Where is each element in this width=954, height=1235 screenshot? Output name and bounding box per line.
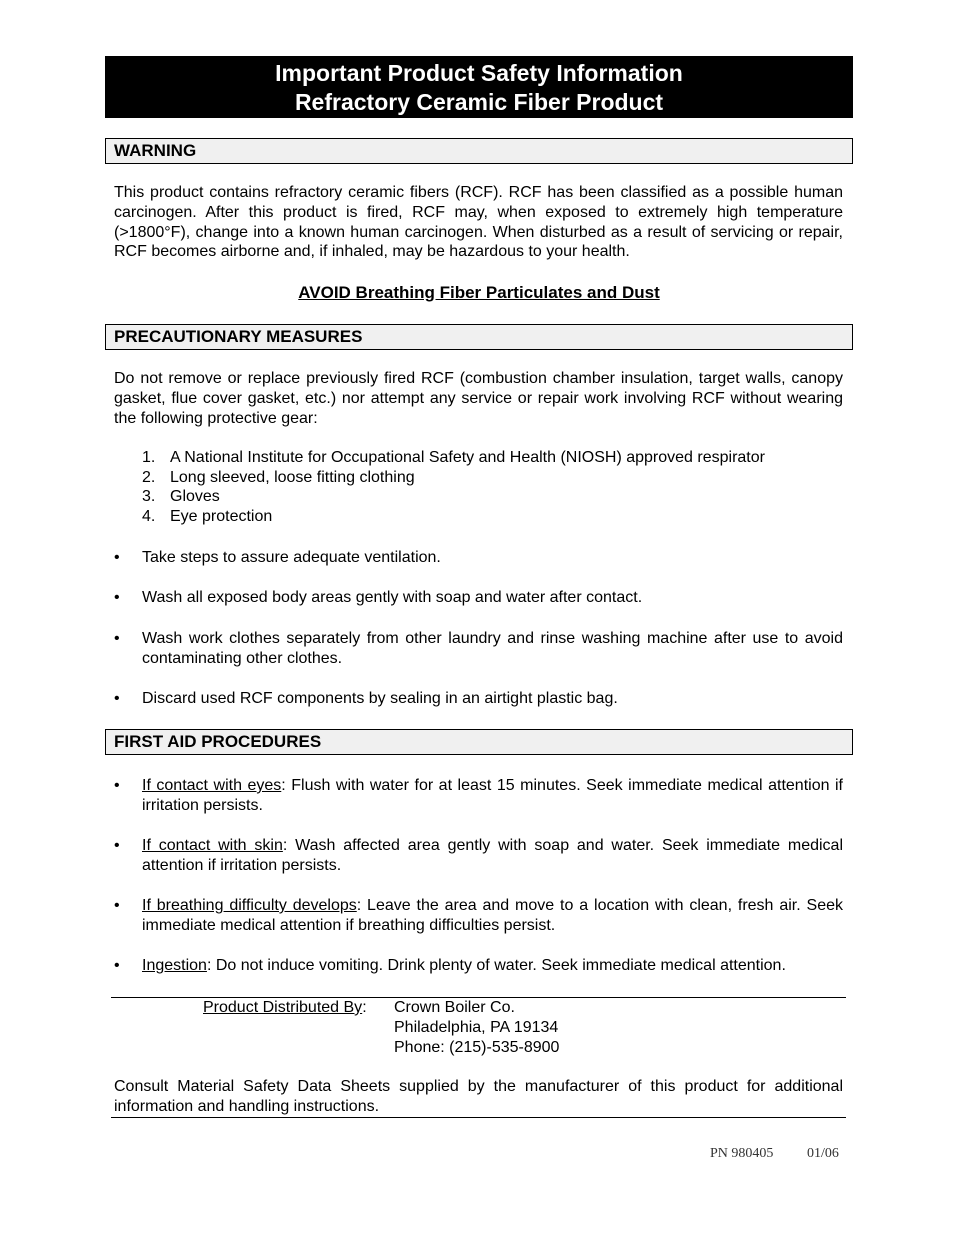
list-text: Long sleeved, loose fitting clothing xyxy=(170,469,415,486)
bullet-icon: • xyxy=(114,549,120,566)
first-aid-text xyxy=(142,896,843,936)
list-number: 2. xyxy=(142,469,156,486)
list-number: 1. xyxy=(142,449,156,466)
list-text: Eye protection xyxy=(170,508,273,525)
list-text: A National Institute for Occupational Safety and Health (NIOSH) approved respirator xyxy=(170,449,765,466)
precaution-bullet xyxy=(114,689,843,709)
first-aid-item xyxy=(114,956,843,976)
bullet-icon: • xyxy=(114,630,120,647)
first-aid-instructions: : Wash affected area gently with soap and water. Seek immediate medical attention if irritation persists. xyxy=(142,837,844,874)
first-aid-instructions: : Leave the area and move to a location with clean, fresh air. Seek immediate medical attention if breathing difficulties persist. xyxy=(142,897,843,934)
document-title-banner xyxy=(105,56,853,118)
divider-bottom xyxy=(111,1117,846,1118)
warning-paragraph: This product contains refractory ceramic fibers (RCF). RCF has been classified as a possible human carcinogen. After this product is fired, RCF may, when exposed to extremely high temperature (>1800°F), change into a known human carcinogen. When disturbed as a result of servicing or repair, RCF becomes airborne and, if inhaled, may be hazardous to your health. xyxy=(114,184,843,261)
title-line-1: Important Product Safety Information xyxy=(275,60,683,86)
section-heading-warning: WARNING xyxy=(105,138,853,164)
first-aid-item xyxy=(114,836,843,876)
bullet-icon: • xyxy=(114,589,120,606)
distributor-label-colon: : xyxy=(362,999,367,1016)
part-number: PN 980405 xyxy=(710,1146,774,1161)
first-aid-instructions: : Flush with water for at least 15 minutes. Seek immediate medical attention if irritation persists. xyxy=(142,777,843,814)
list-text: Gloves xyxy=(170,488,220,505)
first-aid-item xyxy=(114,896,843,936)
avoid-heading xyxy=(105,283,853,303)
bullet-text: Wash work clothes separately from other laundry and rinse washing machine after use to avoid contaminating other clothes. xyxy=(142,630,843,667)
bullet-icon: • xyxy=(114,690,120,707)
precaution-bullet xyxy=(114,588,843,608)
first-aid-label: If breathing difficulty develops xyxy=(142,897,357,914)
section-heading-first-aid: FIRST AID PROCEDURES xyxy=(105,729,853,755)
first-aid-label: If contact with eyes xyxy=(142,777,282,794)
first-aid-item xyxy=(114,776,843,816)
precautions-intro: Do not remove or replace previously fired RCF (combustion chamber insulation, target walls, canopy gasket, flue cover gasket, etc.) nor attempt any service or repair work involving RCF without wearing the following protective gear: xyxy=(114,370,843,427)
distributor-name: Crown Boiler Co. xyxy=(394,999,515,1016)
first-aid-text xyxy=(142,836,843,876)
first-aid-label: Ingestion xyxy=(142,957,207,974)
distributor-city: Philadelphia, PA 19134 xyxy=(394,1019,559,1036)
distributor-phone: Phone: (215)-535-8900 xyxy=(394,1039,560,1056)
first-aid-text xyxy=(142,776,843,816)
precaution-bullet xyxy=(114,548,843,568)
bullet-text: Take steps to assure adequate ventilation. xyxy=(142,549,441,566)
bullet-icon: • xyxy=(114,837,120,854)
title-line-2: Refractory Ceramic Fiber Product xyxy=(294,89,664,115)
bullet-text: Discard used RCF components by sealing in an airtight plastic bag. xyxy=(142,690,618,707)
section-heading-precautionary: PRECAUTIONARY MEASURES xyxy=(105,324,853,350)
revision-date: 01/06 xyxy=(807,1146,839,1161)
distributor-label-text: Product Distributed By xyxy=(203,999,363,1016)
bullet-text: Wash all exposed body areas gently with soap and water after contact. xyxy=(142,589,643,606)
distributor-label xyxy=(203,998,367,1018)
consult-paragraph: Consult Material Safety Data Sheets supplied by the manufacturer of this product for additional information and handling instructions. xyxy=(114,1078,843,1115)
first-aid-text xyxy=(142,956,843,976)
precaution-bullet xyxy=(114,629,843,669)
list-number: 4. xyxy=(142,508,156,525)
avoid-heading-text: AVOID Breathing Fiber Particulates and Dust xyxy=(298,283,660,302)
bullet-icon: • xyxy=(114,897,120,914)
protective-gear-list xyxy=(142,448,842,528)
list-number: 3. xyxy=(142,488,156,505)
first-aid-label: If contact with skin xyxy=(142,837,283,854)
bullet-icon: • xyxy=(114,777,120,794)
first-aid-instructions: : Do not induce vomiting. Drink plenty of water. Seek immediate medical attention. xyxy=(206,957,786,974)
bullet-icon: • xyxy=(114,957,120,974)
